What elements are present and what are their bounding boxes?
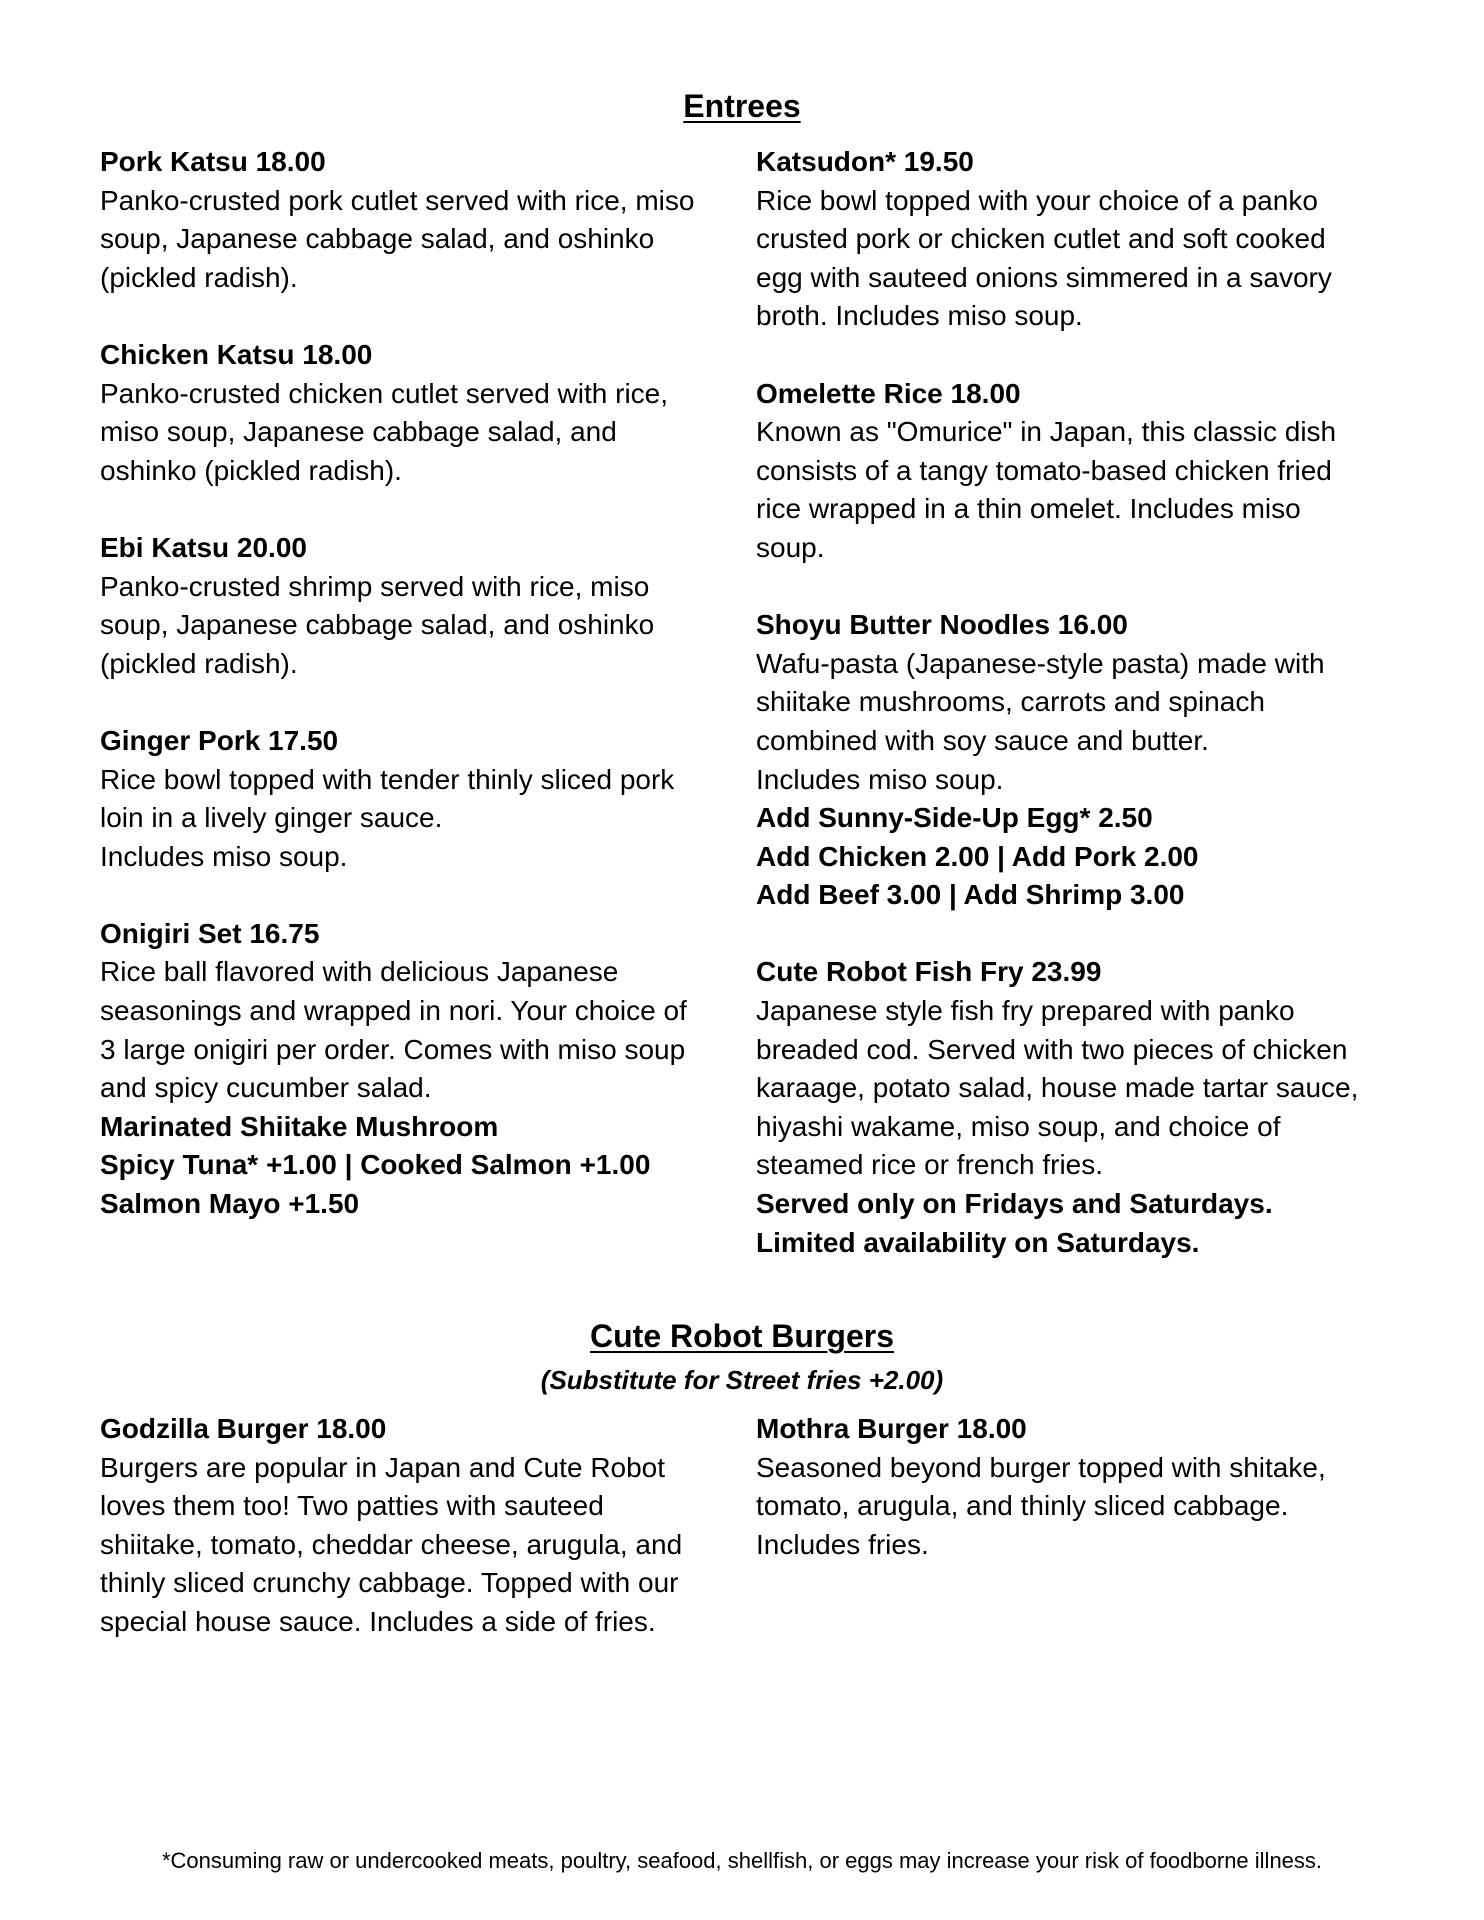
burgers-left-column <box>100 1410 740 1680</box>
menu-item-title: Omelette Rice 18.00 <box>756 377 1021 409</box>
menu-item-option-line: Served only on Fridays and Saturdays. <box>756 1188 1273 1220</box>
menu-item-description-line: thinly sliced crunchy cabbage. Topped with our <box>100 1567 679 1599</box>
menu-item-title: Shoyu Butter Noodles 16.00 <box>756 609 1128 641</box>
entrees-right-column <box>756 143 1396 1301</box>
menu-item-option-line: Add Chicken 2.00 | Add Pork 2.00 <box>756 840 1199 872</box>
menu-item-title: Pork Katsu 18.00 <box>100 146 326 177</box>
menu-item-description-line: Burgers are popular in Japan and Cute Robot <box>100 1451 666 1483</box>
menu-item-description-line: steamed rice or french fries. <box>756 1149 1104 1181</box>
menu-item-title: Cute Robot Fish Fry 23.99 <box>756 956 1102 988</box>
menu-item-description-line: (pickled radish). <box>100 647 298 679</box>
menu-item-description-line: Rice bowl topped with your choice of a panko <box>756 184 1318 216</box>
menu-item-description-line: Seasoned beyond burger topped with shitake, <box>756 1451 1326 1483</box>
menu-item-description-line: Rice bowl topped with tender thinly sliced pork <box>100 763 675 795</box>
menu-item-description-line: Panko-crusted chicken cutlet served with rice, <box>100 377 669 409</box>
menu-item-title: Godzilla Burger 18.00 <box>100 1413 387 1444</box>
menu-item-title: Chicken Katsu 18.00 <box>100 338 373 370</box>
menu-item-description-line: Panko-crusted pork cutlet served with rice, miso <box>100 184 695 216</box>
burgers-heading: Cute Robot Burgers <box>590 1318 894 1354</box>
menu-item-description-line: soup, Japanese cabbage salad, and oshinko <box>100 609 655 641</box>
menu-item-description-line: 3 large onigiri per order. Comes with miso soup <box>100 1033 686 1065</box>
burgers-substitution-note: (Substitute for Street fries +2.00) <box>540 1365 944 1395</box>
burgers-right-column <box>756 1410 1396 1603</box>
menu-item-description-line: soup. <box>756 531 825 563</box>
menu-item-description-line: combined with soy sauce and butter. <box>756 724 1209 756</box>
menu-item-title: Katsudon* 19.50 <box>756 146 974 177</box>
menu-item <box>100 143 740 297</box>
menu-item-description-line: Includes miso soup. <box>756 763 1004 795</box>
menu-item-title: Ebi Katsu 20.00 <box>100 531 307 563</box>
menu-item-option-line: Add Beef 3.00 | Add Shrimp 3.00 <box>756 879 1185 911</box>
menu-item-title: Mothra Burger 18.00 <box>756 1413 1027 1444</box>
menu-item-description-line: Wafu-pasta (Japanese-style pasta) made with <box>756 647 1325 679</box>
menu-item-option-line: Spicy Tuna* +1.00 | Cooked Salmon +1.00 <box>100 1149 651 1181</box>
menu-item <box>756 606 1396 915</box>
menu-item-description-line: loves them too! Two patties with sauteed <box>100 1490 604 1522</box>
menu-item-description-line: consists of a tangy tomato-based chicken fried <box>756 454 1332 486</box>
menu-item <box>100 722 740 876</box>
menu-item <box>100 529 740 683</box>
menu-item-description-line: breaded cod. Served with two pieces of chicken <box>756 1033 1348 1065</box>
menu-item-title: Ginger Pork 17.50 <box>100 724 339 756</box>
menu-item-description-line: Includes fries. <box>756 1528 929 1560</box>
menu-item-description-line: oshinko (pickled radish). <box>100 454 402 486</box>
menu-item-description-line: Known as "Omurice" in Japan, this classic dish <box>756 416 1337 448</box>
menu-item-description-line: crusted pork or chicken cutlet and soft cooked <box>756 223 1326 255</box>
menu-item-description-line: hiyashi wakame, miso soup, and choice of <box>756 1110 1281 1142</box>
menu-item-option-line: Marinated Shiitake Mushroom <box>100 1110 499 1142</box>
menu-item-description-line: Includes miso soup. <box>100 840 348 872</box>
entrees-left-column <box>100 143 740 1262</box>
menu-item-description-line: shiitake mushrooms, carrots and spinach <box>756 686 1265 718</box>
menu-item <box>756 953 1396 1262</box>
menu-item-option-line: Add Sunny-Side-Up Egg* 2.50 <box>756 802 1153 834</box>
menu-item-description-line: loin in a lively ginger sauce. <box>100 802 443 834</box>
menu-item <box>100 915 740 1224</box>
menu-item-description-line: and spicy cucumber salad. <box>100 1072 432 1104</box>
menu-item <box>100 336 740 490</box>
menu-item <box>756 375 1396 568</box>
menu-item-description-line: broth. Includes miso soup. <box>756 300 1083 332</box>
menu-item-description-line: seasonings and wrapped in nori. Your choice of <box>100 995 687 1027</box>
foodborne-illness-disclaimer: *Consuming raw or undercooked meats, poultry, seafood, shellfish, or eggs may increase your risk of foodborne illness. <box>161 1848 1323 1873</box>
menu-item-description-line: karaage, potato salad, house made tartar sauce, <box>756 1072 1359 1104</box>
menu-item-description-line: (pickled radish). <box>100 261 298 293</box>
menu-item-option-line: Salmon Mayo +1.50 <box>100 1188 360 1220</box>
menu-item-description-line: rice wrapped in a thin omelet. Includes miso <box>756 493 1301 525</box>
menu-item-description-line: special house sauce. Includes a side of fries. <box>100 1605 656 1637</box>
menu-item <box>756 1410 1396 1564</box>
menu-item-description-line: miso soup, Japanese cabbage salad, and <box>100 416 617 448</box>
menu-item-option-line: Limited availability on Saturdays. <box>756 1226 1200 1258</box>
menu-item-title: Onigiri Set 16.75 <box>100 917 320 949</box>
menu-item-description-line: soup, Japanese cabbage salad, and oshinko <box>100 223 655 255</box>
entrees-heading: Entrees <box>683 88 801 124</box>
menu-item <box>100 1410 740 1642</box>
menu-item-description-line: Panko-crusted shrimp served with rice, miso <box>100 570 650 602</box>
menu-item-description-line: Rice ball flavored with delicious Japanese <box>100 956 619 988</box>
menu-item-description-line: egg with sauteed onions simmered in a savory <box>756 261 1332 293</box>
menu-item <box>756 143 1396 336</box>
menu-item-description-line: tomato, arugula, and thinly sliced cabbage. <box>756 1490 1289 1522</box>
menu-item-description-line: shiitake, tomato, cheddar cheese, arugula, and <box>100 1528 683 1560</box>
menu-item-description-line: Japanese style fish fry prepared with panko <box>756 995 1295 1027</box>
